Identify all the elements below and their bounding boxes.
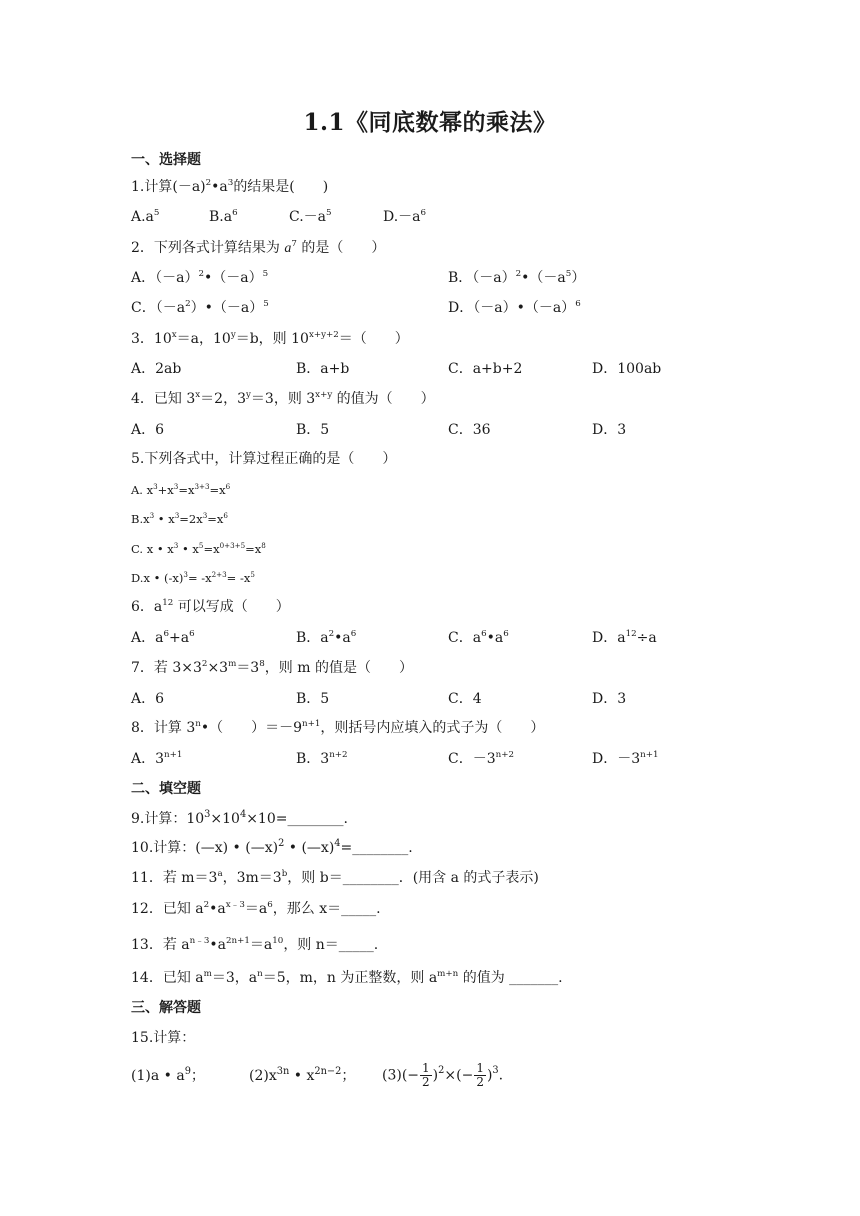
question-2-option-b[interactable]: B．$(-a)^2•(-a^5)$ (448, 269, 586, 286)
question-3-option-a[interactable]: A．2ab (131, 361, 182, 377)
question-8-option-a[interactable]: A．$3^{n+1}$ (131, 750, 183, 767)
question-8-option-d[interactable]: D．$-3^{n+1}$ (592, 750, 659, 767)
question-7-option-b[interactable]: B．5 (296, 691, 330, 707)
question-15-part-2: $(2)x^{3n}$ • $x^{2n-2}$； (249, 1065, 356, 1084)
section-heading-answer: 三、解答题 (131, 1000, 201, 1016)
question-2-option-c[interactable]: C．$(-a^2)•(-a)^5$ (131, 299, 269, 316)
question-12: 12．已知 $a^2•a^{x﹣3}=a^6$，那么 x＝_____. (131, 900, 381, 917)
question-4-stem: 4．已知 $3^x=2$，$3^y=3$，则 $3^{x+y}$ 的值为（ ） (131, 390, 435, 407)
question-5-option-c[interactable]: C. x • $x^3$ • $x^5=x^{0+3+5}=x^8$ (131, 541, 266, 556)
question-1-option-d[interactable]: $D.-a^6$ (383, 208, 427, 225)
question-8-option-c[interactable]: C．$-3^{n+2}$ (448, 750, 514, 767)
question-15-stem: 15.计算： (131, 1030, 196, 1046)
question-4-option-b[interactable]: B．5 (296, 422, 330, 438)
question-4-options (131, 420, 731, 440)
question-3-option-c[interactable]: C．a+b+2 (448, 361, 523, 377)
question-1-option-b[interactable]: $B.a^6$ (209, 208, 238, 225)
question-5-option-d[interactable]: D.x • $(-x)^3= -x^{2+3}= -x^5$ (131, 570, 255, 585)
question-10: 10.计算：(—x) • (—x)$^2$ • (—x)$^4$=________. (131, 837, 413, 856)
question-3-stem: 3．$10^x=a$，$10^y=b$，则 $10^{x+y+2}=$（ ） (131, 330, 409, 347)
question-6-option-b[interactable]: B．$a^2•a^6$ (296, 629, 357, 646)
question-3-option-b[interactable]: B．a+b (296, 361, 350, 377)
question-7-option-d[interactable]: D．3 (592, 691, 627, 707)
question-7-options (131, 689, 731, 709)
question-6-option-d[interactable]: D．$a^{12}\div a$ (592, 629, 657, 646)
question-6-options (131, 628, 731, 648)
question-7-stem: 7．若 $3\times 3^2\times 3^m=3^8$，则 m 的值是（ ） (131, 659, 413, 676)
question-7-option-c[interactable]: C．4 (448, 691, 482, 707)
question-4-option-c[interactable]: C．36 (448, 422, 491, 438)
question-4-option-d[interactable]: D．3 (592, 422, 627, 438)
question-9: 9.计算：$10^3\times 10^4\times 10=\_\_\_\_\_\_\_\_$. (131, 808, 348, 827)
question-2-option-d[interactable]: D．$(-a)•(-a)^6$ (448, 299, 581, 316)
question-15-parts (131, 1061, 731, 1094)
question-2-stem: 2．下列各式计算结果为 $a^7$ 的是（ ） (131, 239, 386, 256)
question-7-option-a[interactable]: A．6 (131, 691, 165, 707)
question-6-option-a[interactable]: A．$a^6+a^6$ (131, 629, 195, 646)
section-heading-fill: 二、填空题 (131, 781, 201, 797)
page-title: 1.1《同底数幂的乘法》 (303, 109, 557, 136)
question-1-option-a[interactable]: $A.a^5$ (131, 208, 160, 225)
question-2-options-row-2 (131, 298, 731, 318)
question-11: 11．若 $m=3^a$，$3m=3^b$，则 b＝________．(用含 a 的式子表示) (131, 869, 539, 886)
question-3-option-d[interactable]: D．100ab (592, 361, 662, 377)
question-5-stem: 5.下列各式中，计算过程正确的是（ ） (131, 451, 397, 467)
question-8-stem: 8．计算 3$^n$•（ ）$=-9^{n+1}$，则括号内应填入的式子为（ ） (131, 719, 545, 736)
question-13: 13．若 $a^{n﹣3}•a^{2n+1}=a^{10}$，则 n＝_____. (131, 936, 379, 953)
question-1-stem: 1.计算$(-a)^2•a^3$的结果是( ) (131, 178, 329, 195)
question-4-option-a[interactable]: A．6 (131, 422, 165, 438)
question-15-part-1: (1)a • $a^9$； (131, 1065, 205, 1084)
fraction-one-half: $\frac{1}{2}$ (422, 1061, 430, 1089)
question-1-options (131, 207, 731, 227)
question-2-option-a[interactable]: A．$(-a)^2•(-a)^5$ (131, 269, 269, 286)
question-8-options (131, 749, 731, 769)
question-1-option-c[interactable]: $C.-a^5$ (289, 208, 332, 225)
question-15-part-3: (3)(− $\frac{1}{2}$ )$^2$×(− $\frac{1}{2}$ )$^3$. (382, 1061, 504, 1089)
fraction-one-half: $\frac{1}{2}$ (476, 1061, 484, 1089)
question-14: 14．已知 $a^m=3$，$a^n=5$，m，n 为正整数，则 $a^{m+n}$ 的值为 _______. (131, 969, 563, 986)
question-2-options-row-1 (131, 268, 731, 288)
question-5-option-b[interactable]: $B.x^3$ • $x^3=2x^3=x^6$ (131, 511, 228, 526)
question-6-option-c[interactable]: C．$a^6•a^6$ (448, 629, 509, 646)
question-6-stem: 6．$a^{12}$ 可以写成（ ） (131, 598, 290, 615)
question-8-option-b[interactable]: B．$3^{n+2}$ (296, 750, 348, 767)
question-3-options (131, 359, 731, 379)
section-heading-choice: 一、选择题 (131, 152, 201, 168)
question-5-option-a[interactable]: A. $x^3+x^3=x^{3+3}=x^6$ (131, 482, 231, 497)
